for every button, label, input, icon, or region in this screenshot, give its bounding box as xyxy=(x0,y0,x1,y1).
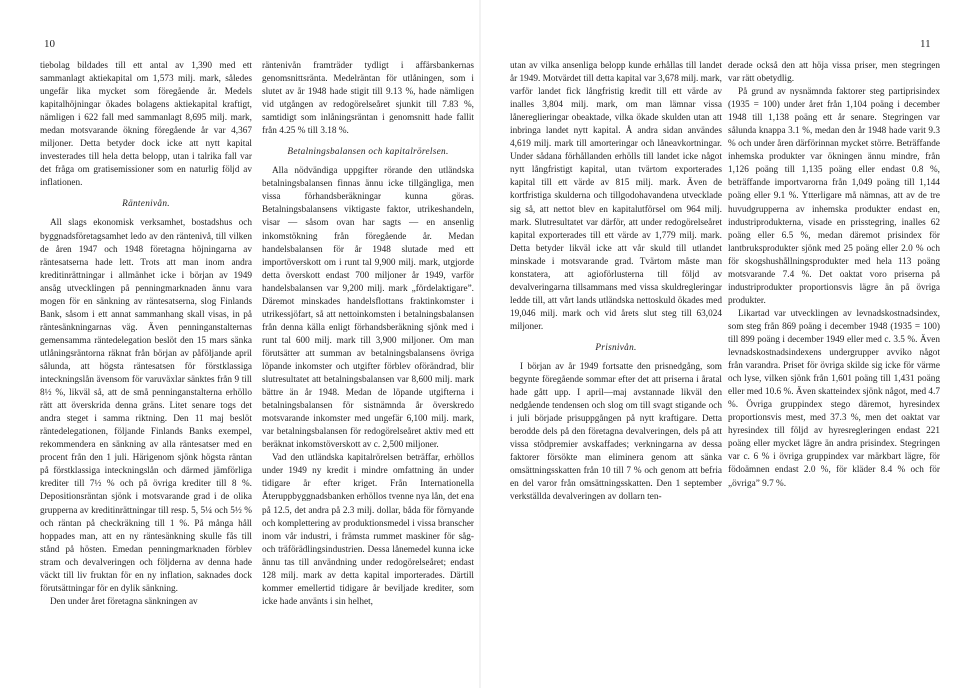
book-gutter xyxy=(479,0,481,688)
paragraph: derade också den att höja vissa priser, men stegringen var rätt obetydlig. xyxy=(728,61,940,85)
left-page-column-1 xyxy=(40,60,252,609)
paragraph: Den under året företagna sänkningen av xyxy=(50,596,198,607)
page-number-right: 11 xyxy=(920,38,931,50)
section-heading-prisnivan: Prisnivån. xyxy=(595,342,637,353)
paragraph: Likartad var utvecklingen av levnadskostnadsindex, som steg från 869 poäng i december 1948 (1935 = 100) till 899 poäng i december 1949 eller med c. 3.5 %. Även levnadskostnadsindexens undergrupper avviko något från varandra. Priset för övriga skilde sig icke för värme och lyse, vilken sjönk från 1,601 poäng till 1,431 poäng eller med 10.6 %. Även skatteindex sjönk något, med 4.7 %. Övriga gruppindex stego däremot, hyresindex proportionsvis mest, med 37.3 %, men det oaktat var hyresindex till följd av hyresregleringen endast 221 poäng eller mycket lägre än andra prisindex. Stegringen var c. 6 % i övriga gruppindex var märkbart lägre, för födoämnen endast 2.0 %, för kläder 8.4 % och för „övriga” 9.7 %. xyxy=(728,308,940,489)
right-page-column-1 xyxy=(510,60,722,505)
paragraph: Vad den utländska kapitalrörelsen beträffar, erhöllos under 1949 ny kredit i mindre omfattning än under tidigare år efter kriget. Från Internationella Återuppbyggnadsbanken erhöllos tvenne nya lån, det ena på 12.5, det andra på 2.3 milj. dollar, båda för förnyande och komplettering av produktionsmedel i vissa branscher inom vår industri, i främsta rummet maskiner för såg- och träförädlingsindustrien. Dessa lånemedel kunna icke ännu tas till användning under redogörelseåret; endast 128 milj. mark av detta kapital importerades. Därtill kommer emellertid tidigare år beviljade krediter, som icke hade använts i sin helhet, xyxy=(262,453,474,607)
section-heading-rantenivan: Räntenivån. xyxy=(122,199,170,210)
paragraph: Alla nödvändiga uppgifter rörande den utländska betalningsbalansen finnas ännu icke tillgängliga, men vissa förhandsberäkningar kunna göras. Betalningsbalansens viktigaste faktor, utrikeshandeln, visar — såsom ovan har sagts — en ansenlig inkomstökning från föregående år. Medan handelsbalansen för år 1948 slutade med ett importöverskott om i runt tal 9,900 milj. mark, utgjorde detta överskott endast 700 miljoner år 1949, varför handelsbalansen var 9,200 milj. mark „fördelaktigare”. Däremot minskades handelsflottans fraktinkomster i utrikessjöfart, så att nettoinkomsten i betalningsbalansen från denna källa enligt förhandsberäkning sjönk med i runt tal 600 milj. mark till 3,900 miljoner. Om man förutsätter att summan av betalningsbalansens övriga löpande inkomster och utgifter förblev oförändrad, blir slutresultatet att betalningsbalansen var 8,600 milj. mark bättre än år 1948. Medan de löpande utgifterna i betalningsbalansen för sistnämnda år överskredo motsvarande inkomster med ungefär 6,100 milj. mark, var betalningsbalansen för redogörelseåret aktiv med ett beräknat inkomstöverskott av c. 2,500 miljoner. xyxy=(262,166,474,451)
left-page-column-2 xyxy=(262,60,474,609)
paragraph: I början av år 1949 fortsatte den prisnedgång, som begynte föregående sommar efter det att priserna i åratal hade gått upp. I april—maj avstannade likväl den nedgående tendensen och slog om till svagt stigande och i juli började prisuppgången på nytt kraftigare. Detta berodde dels på den företagna devalveringen, dels på att vissa stödpremier avskaffades; verkningarna av dessa faktorer försökte man eliminera genom att sänka omsättningsskatten från 10 till 7 % och genom att befria en del varor från omsättningsskatten. Den 1 september verkställda devalveringen av dollarn ten- xyxy=(510,361,722,503)
paragraph: På grund av nysnämnda faktorer steg partiprisindex (1935 = 100) under året från 1,104 poäng i december 1948 till 1,138 poäng ett år senare. Stegringen var sålunda knappa 3.1 %, medan den år 1948 hade varit 9.3 % och under åren därförinnan mycket större. Beträffande inhemska produkter var ökningen ännu mindre, från 1,126 poäng till 1,135 poäng eller endast 0.8 %, beträffande importvarorna från 1,049 poäng till 1,144 poäng eller 9.1 %. Ytterligare må nämnas, att av de tre huvudgrupperna av inhemska produkter endast en, industriprodukterna, visade en prisstegring, inalles 62 poäng eller 6.5 %, medan däremot prisindex för lantbruksprodukter sjönk med 25 poäng eller 2.0 % och för skogshushållningsprodukter med hela 113 poäng motsvarande 7.4 %. Det oaktat voro priserna på industriprodukter proportionsvis lägre än på övriga produkter. xyxy=(728,87,940,306)
paragraph: tiebolag bildades till ett antal av 1,390 med ett sammanlagt aktiekapital om 1,573 milj. mark, således ungefär lika mycket som föregående år. Medels kapitalhöjningar ökades bolagens aktiekapital kraftigt, nämligen i 622 fall med sammanlagt 8,695 milj. mark, medan motsvarande ökning föregående år var 4,367 miljoner. Detta betyder dock icke att nytt kapital investerades till hela detta belopp, utan i talrika fall var det fråga om gratisemissioner som en naturlig följd av inflationen. xyxy=(40,61,252,189)
paragraph: All slags ekonomisk verksamhet, bostadshus och byggnadsföretagsamhet ledo av den räntenivå, till vilken de åren 1947 och 1948 företagna höjningarna av räntesatserna hade lett. Trots att man inom andra kreditinrättningar i allmänhet icke i början av 1949 ansåg utvecklingen på penningmarknaden ännu vara mogen för en sänkning av räntesatserna, slog Finlands Bank, såsom i ett annat sammanhang skall visas, in på räntesänkningarnas väg. Även penninganstalternas gemensamma räntedelegation beslöt den 15 mars sänka utlåningsräntorna räknat från början av påföljande april sålunda, att högsta räntesatsen för förstklassiga inteckningslån ävensom för varuväxlar sänktes från 9 till 8½ %, likväl så, att de små penninganstalterna erhöllo rätt att överskrida denna gräns. Litet senare togs det andra steget i samma riktning. Den 11 maj beslöt räntedelegationen, följande Finlands Banks exempel, rekommendera en sänkning av alla räntesatser med en procent från den 1 juli. Härigenom sjönk högsta räntan på förstklassiga inteckningslån och därmed jämförliga krediter till 7½ % och på övriga krediter till 8 %. Depositionsräntan sjönk i motsvarande grad i de olika grupperna av kreditinrättningar till resp. 5, 5¼ och 5½ % och räntan på checkräkning till 1 %. På många håll hoppades man, att en ny räntesänkning skulle fås till stånd på hösten. Emedan penningmarknaden förblev stram och devalveringen och följderna av denna hade väckt till liv fruktan för en ny inflation, saknades dock förutsättningar för en dylik sänkning. xyxy=(40,218,252,594)
right-page-column-2 xyxy=(728,60,940,491)
page-number-left: 10 xyxy=(44,38,55,50)
paragraph: utan av vilka ansenliga belopp kunde erhållas till landet år 1949. Motvärdet till detta kapital var 3,678 milj. mark, varför landet fick långfristig kredit till ett värde av inalles 3,804 milj. mark, om man lämnar vissa lånereglieringar obeaktade, vilka ökade skulden utan att inbringa landet nytt kapital. Å andra sidan användes 4,619 milj. mark till amorteringar och låneavkortningar. Under sådana förhållanden erhölls till landet icke något nytt långfristigt kapital, utan tvärtom exporterades kapital till ett värde av 815 milj. mark. Även de kortfristiga skulderna och tillgodohavandena utvecklade sig så, att nettot blev en kapitalutförsel om 964 milj. mark. Slutresultatet var därför, att under redogörelseåret kapital exporterades till ett värde av 1,779 milj. mark. Detta betyder likväl icke att vår skuld till utlandet minskade i motsvarande grad. Tvärtom måste man konstatera, att agioförlusterna till följd av devalveringarna tillsammans med vissa skuldregleringar ledde till, att vårt lands utländska nettoskuld ökades med 19,046 milj. mark och vid årets slut steg till 63,024 miljoner. xyxy=(510,61,722,332)
paragraph: räntenivån framträder tydligt i affärsbankernas genomsnittsränta. Medelräntan för utlåningen, som i slutet av år 1948 hade stigit till 9.13 %, hade nämligen vid utgången av redogörelseåret sjunkit till 7.83 %, samtidigt som inlåningsräntan i genomsnitt hade fallit från 4.25 % till 3.18 %. xyxy=(262,61,474,137)
section-heading-betalningsbalansen: Betalningsbalansen och kapitalrörelsen. xyxy=(287,147,449,158)
